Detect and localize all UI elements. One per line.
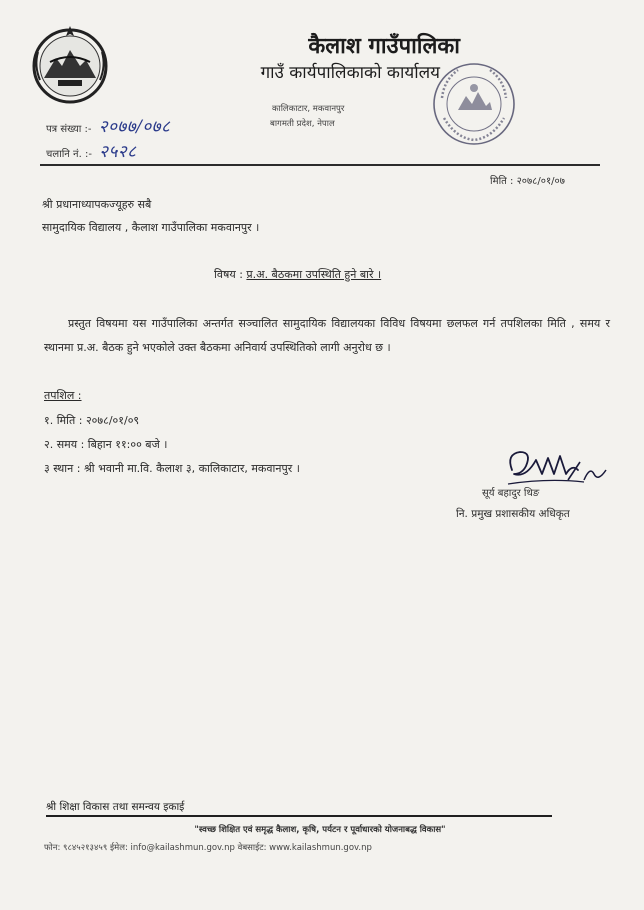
office-seal-stamp-icon	[428, 58, 520, 150]
recipient-line-2: सामुदायिक विद्यालय , कैलाश गाउँपालिका मकवानपुर ।	[42, 221, 260, 234]
subject-line	[214, 267, 381, 282]
signatory-title: नि. प्रमुख प्रशासकीय अधिकृत	[456, 508, 570, 520]
footer-divider	[46, 815, 552, 817]
detail-item-date: १. मिति : २०७८/०१/०९	[44, 414, 140, 427]
subject-text: प्र.अ. बैठकमा उपस्थिति हुने बारे ।	[246, 268, 382, 281]
dispatch-number-value: २५२८	[99, 142, 137, 162]
recipient-line-1: श्री प्रधानाध्यापकज्यूहरु सबै	[42, 198, 152, 211]
signatory-name: सूर्य बहादुर थिङ	[482, 488, 540, 499]
office-name: गाउँ कार्यपालिकाको कार्यालय	[260, 63, 440, 83]
letter-body: प्रस्तुत विषयमा यस गाउँपालिका अन्तर्गत सञ्चालित सामुदायिक विद्यालयका विविध विषयमा छलफल गर्न तपशिलका मिति , समय र स्थानमा प्र.अ. बैठक हुने भएकोले उक्त बैठकमा अनिवार्य उपस्थितिको लागी अनुरोध छ ।	[44, 317, 610, 354]
details-heading: तपशिल :	[44, 389, 82, 402]
reference-number-row	[46, 114, 170, 137]
footer-slogan: "स्वच्छ शिक्षित एवं समृद्ध कैलाश, कृषि, पर्यटन र पूर्वाधारको योजनाबद्ध विकास"	[194, 825, 446, 835]
subject-label: विषय :	[214, 268, 247, 281]
organization-name: कैलाश गाउँपालिका	[308, 33, 460, 59]
reference-number-label: पत्र संख्या :-	[46, 124, 92, 135]
reference-number-value: २०७७/०७८	[98, 117, 171, 137]
address-line-1: कालिकाटार, मकवानपुर	[272, 104, 345, 114]
detail-item-time: २. समय : बिहान ११:०० बजे ।	[44, 438, 168, 451]
address-line-2: बागमती प्रदेश, नेपाल	[270, 119, 335, 129]
footer-unit-name: श्री शिक्षा विकास तथा समन्वय इकाई	[46, 801, 185, 813]
header-divider	[40, 164, 600, 166]
footer-contact: फोन: ९८४५२१३४५९ ईमेल: info@kailashmun.gov.np वेबसाईट: www.kailashmun.gov.np	[44, 843, 372, 853]
letter-date: मिति : २०७८/०१/०७	[490, 176, 565, 187]
detail-item-venue: ३ स्थान : श्री भवानी मा.वि. कैलाश ३, कालिकाटार, मकवानपुर ।	[44, 462, 300, 475]
dispatch-number-row	[46, 139, 137, 162]
nepal-emblem-icon	[28, 22, 112, 106]
dispatch-number-label: चलानि नं. :-	[46, 149, 92, 160]
